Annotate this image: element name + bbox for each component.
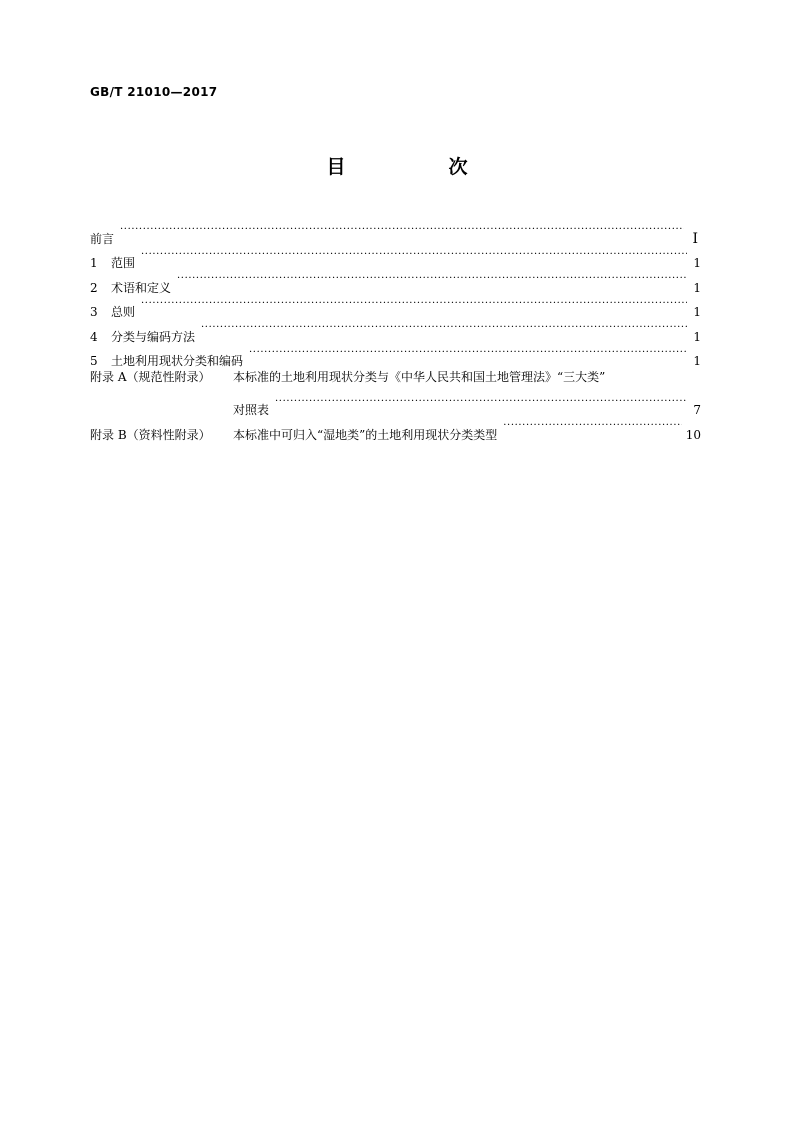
toc-entry-page: 1 (693, 329, 701, 344)
dot-leader (141, 243, 687, 268)
toc-entry-label: 总则 (111, 305, 136, 319)
toc-entry-foreword[interactable] (90, 218, 704, 247)
toc-entry-label: 前言 (90, 231, 115, 246)
toc-entry-appendix-b[interactable] (90, 414, 704, 442)
toc-entry-page: I (692, 230, 698, 247)
dot-leader (120, 218, 684, 243)
toc-entry-label: 术语和定义 (111, 280, 172, 295)
toc-entry-scope[interactable] (90, 243, 704, 268)
toc-entry-page: 7 (693, 403, 701, 417)
toc-entry-classification-method[interactable] (90, 316, 704, 344)
dot-leader (141, 292, 687, 317)
toc-entry-appendix-a[interactable] (90, 365, 704, 390)
document-code: GB/T 21010—2017 (90, 85, 218, 99)
toc-entry-label: 本标准的土地利用现状分类与《中华人民共和国土地管理法》“三大类” (233, 370, 606, 384)
toc-entry-number: 5 (90, 354, 98, 368)
toc-entry-number: 1 (90, 256, 98, 270)
dot-leader (177, 267, 687, 292)
dot-leader (275, 390, 687, 415)
dot-leader (503, 414, 681, 439)
toc-entry-label: 分类与编码方法 (111, 329, 196, 344)
toc-entry-page: 1 (693, 280, 701, 295)
toc-entry-number: 4 (90, 329, 98, 344)
toc-entry-number: 3 (90, 305, 98, 319)
toc-entry-number: 2 (90, 280, 98, 295)
table-of-contents (90, 218, 704, 442)
toc-entry-label: 本标准中可归入“湿地类”的土地利用现状分类类型 (233, 427, 498, 442)
toc-entry-label: 对照表 (233, 403, 270, 417)
toc-entry-page: 1 (693, 305, 701, 319)
dot-leader (201, 316, 687, 341)
toc-entry-page: 1 (693, 354, 701, 368)
toc-entry-label: 土地利用现状分类和编码 (111, 354, 244, 368)
dot-leader (249, 341, 687, 366)
toc-entry-terms[interactable] (90, 267, 704, 295)
toc-entry-general[interactable] (90, 292, 704, 317)
page-title: 目 次 (326, 156, 510, 178)
appendix-prefix: 附录 A（规范性附录） (90, 370, 211, 384)
toc-entry-page: 1 (693, 256, 701, 270)
toc-entry-appendix-a-continued[interactable] (90, 390, 704, 415)
toc-entry-label: 范围 (111, 256, 136, 270)
appendix-prefix: 附录 B（资料性附录） (90, 427, 211, 442)
toc-entry-page: 10 (685, 427, 701, 442)
